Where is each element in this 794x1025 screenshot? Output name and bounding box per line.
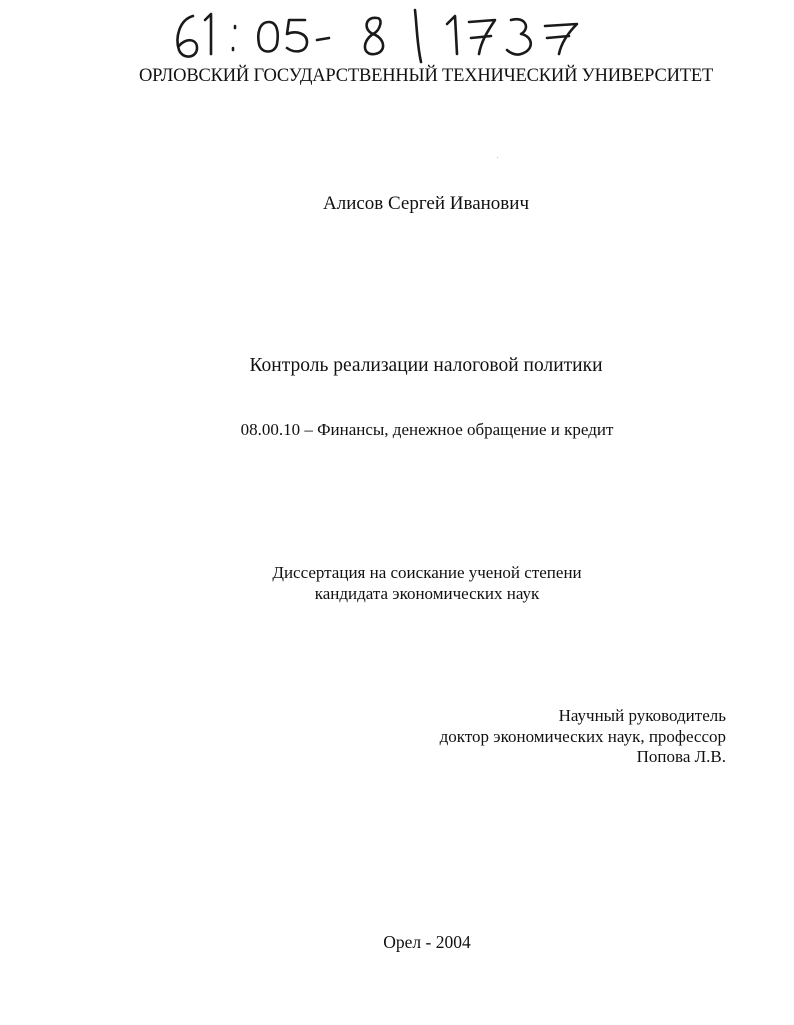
- degree-line-1: Диссертация на соискание ученой степени: [272, 563, 582, 582]
- advisor-role: Научный руководитель: [558, 706, 726, 725]
- thesis-specialty: 08.00.10 – Финансы, денежное обращение и кредит: [240, 420, 614, 439]
- degree-statement: [0, 562, 794, 604]
- scientific-advisor: [440, 706, 726, 768]
- thesis-title: Контроль реализации налоговой политики: [249, 355, 603, 376]
- advisor-credentials: доктор экономических наук, профессор: [439, 726, 726, 746]
- scan-speck: [497, 157, 498, 158]
- university-name: ОРЛОВСКИЙ ГОСУДАРСТВЕННЫЙ ТЕХНИЧЕСКИЙ УНИВЕРСИТЕТ: [138, 66, 714, 86]
- city-year: Орел - 2004: [383, 932, 471, 952]
- degree-line-2: кандидата экономических наук: [314, 584, 540, 603]
- handwritten-registration-number: [165, 4, 595, 64]
- handwritten-number-drawing: [165, 4, 595, 64]
- author-name: Алисов Сергей Иванович: [323, 193, 529, 214]
- advisor-name: Попова Л.В.: [636, 747, 726, 766]
